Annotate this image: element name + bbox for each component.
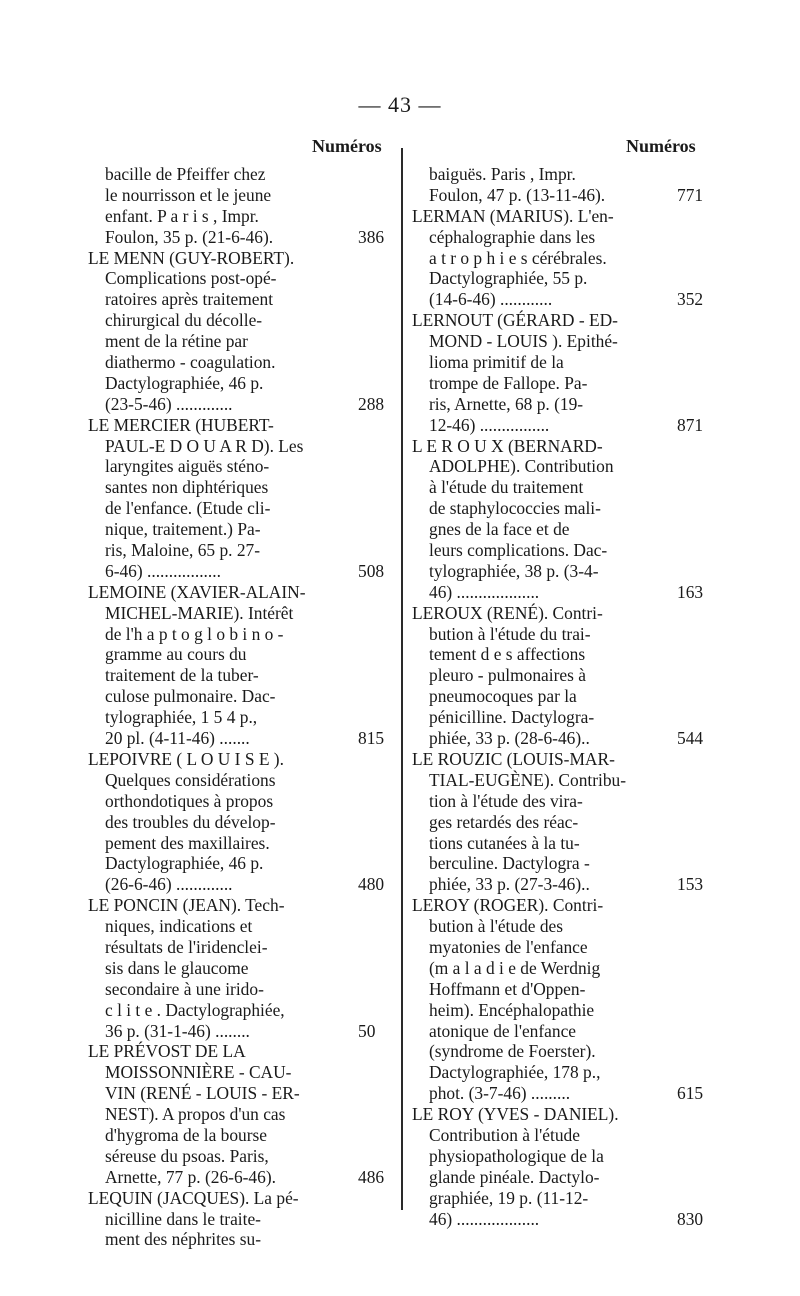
line-text: LEROY (ROGER). Contri-	[412, 895, 604, 916]
column-divider	[401, 148, 403, 1210]
text-line	[412, 644, 660, 665]
text-line	[412, 1062, 660, 1083]
line-text: trompe de Fallope. Pa-	[429, 372, 588, 393]
text-line	[88, 540, 360, 561]
line-text: glande pinéale. Dactylo-	[429, 1166, 600, 1187]
text-line	[88, 456, 360, 477]
text-line	[412, 770, 660, 791]
text-line	[88, 1166, 385, 1188]
text-line	[412, 206, 660, 227]
text-line	[88, 770, 360, 791]
text-line	[412, 184, 704, 206]
line-text: MICHEL-MARIE). Intérêt	[105, 602, 294, 623]
entry-number: 153	[677, 874, 704, 895]
entry-number: 508	[358, 560, 385, 581]
text-line	[88, 916, 360, 937]
line-text: ment des néphrites su-	[105, 1229, 261, 1250]
text-line	[88, 560, 385, 582]
line-text: de l'h a p t o g l o b i n o -	[105, 623, 284, 644]
line-text: ment de la rétine par	[105, 331, 248, 352]
text-line	[88, 1020, 376, 1042]
text-line	[412, 749, 660, 770]
line-text: bution à l'étude des	[429, 916, 564, 937]
entry-number: 386	[358, 226, 385, 247]
text-line	[412, 1021, 660, 1042]
line-text: Dactylographiée, 46 p.	[105, 372, 264, 393]
line-text: bution à l'étude du trai-	[429, 623, 591, 644]
text-line	[88, 436, 360, 457]
text-line	[88, 1146, 360, 1167]
line-text: ris, Maloine, 65 p. 27-	[105, 540, 261, 561]
text-line	[412, 373, 660, 394]
text-line	[412, 394, 660, 415]
line-text: ADOLPHE). Contribution	[429, 456, 614, 477]
text-line	[88, 164, 360, 185]
text-line	[412, 310, 660, 331]
text-line	[412, 624, 660, 645]
line-text: orthondotiques à propos	[105, 790, 274, 811]
line-text: LE MERCIER (HUBERT-	[88, 414, 274, 435]
line-text: phiée, 33 p. (27-3-46)..	[429, 874, 590, 895]
line-text: MOND - LOUIS ). Epithé-	[429, 331, 618, 352]
line-text: de l'enfance. (Etude cli-	[105, 498, 271, 519]
text-line	[412, 916, 660, 937]
entry-number: 480	[358, 874, 385, 895]
line-text: LEQUIN (JACQUES). La pé-	[88, 1187, 299, 1208]
text-line	[412, 791, 660, 812]
text-line	[412, 665, 660, 686]
text-line	[88, 331, 360, 352]
line-text: laryngites aiguës sténo-	[105, 456, 270, 477]
text-line	[88, 707, 360, 728]
line-text: c l i t e . Dactylographiée,	[105, 999, 285, 1020]
left-column-header: Numéros	[312, 136, 382, 156]
text-line	[412, 1208, 704, 1230]
entry-number: 486	[358, 1166, 385, 1187]
line-text: heim). Encéphalopathie	[429, 999, 595, 1020]
text-line	[88, 1041, 360, 1062]
text-line	[88, 665, 360, 686]
text-line	[412, 1188, 660, 1209]
text-line	[412, 1104, 660, 1125]
line-text: santes non diphtériques	[105, 477, 269, 498]
text-line	[88, 185, 360, 206]
line-text: tion à l'étude des vira-	[429, 790, 583, 811]
line-text: pneumocoques par la	[429, 686, 577, 707]
line-text: d'hygroma de la bourse	[105, 1124, 268, 1145]
line-text: 46) ...................	[429, 581, 540, 602]
text-line	[412, 414, 704, 436]
entry-number: 163	[677, 581, 704, 602]
text-line	[88, 1229, 360, 1250]
line-text: LE ROY (YVES - DANIEL).	[412, 1104, 619, 1125]
line-text: gnes de la face et de	[429, 519, 570, 540]
line-text: L E R O U X (BERNARD-	[412, 435, 603, 456]
line-text: pleuro - pulmonaires à	[429, 665, 586, 686]
text-line	[88, 958, 360, 979]
text-line	[88, 644, 360, 665]
text-line	[88, 603, 360, 624]
text-line	[412, 833, 660, 854]
text-line	[412, 979, 660, 1000]
line-text: NEST). A propos d'un cas	[105, 1104, 286, 1125]
text-line	[412, 164, 660, 185]
line-text: Complications post-opé-	[105, 268, 277, 289]
text-line	[88, 624, 360, 645]
line-text: secondaire à une irido-	[105, 978, 264, 999]
entry-number: 771	[677, 184, 704, 205]
text-line	[88, 393, 385, 415]
line-text: MOISSONNIÈRE - CAU-	[105, 1062, 292, 1083]
text-line	[88, 519, 360, 540]
text-line	[412, 477, 660, 498]
text-line	[88, 874, 385, 895]
text-line	[88, 833, 360, 854]
text-line	[412, 958, 660, 979]
text-line	[412, 561, 660, 582]
line-text: nicilline dans le traite-	[105, 1208, 261, 1229]
text-line	[88, 728, 385, 749]
text-line	[412, 937, 660, 958]
line-text: LERMAN (MARIUS). L'en-	[412, 205, 614, 226]
entry-number: 352	[677, 289, 704, 310]
text-line	[412, 436, 660, 457]
line-text: résultats de l'iridenclei-	[105, 936, 268, 957]
right-column-header: Numéros	[626, 136, 696, 156]
line-text: 12-46) ................	[429, 414, 550, 435]
text-line	[412, 686, 660, 707]
text-line	[88, 1083, 360, 1104]
line-text: (syndrome de Foerster).	[429, 1041, 596, 1062]
text-line	[412, 331, 660, 352]
entry-number: 815	[358, 728, 385, 749]
line-text: (23-5-46) .............	[105, 393, 233, 414]
line-text: de staphylococcies mali-	[429, 498, 601, 519]
line-text: tylographiée, 38 p. (3-4-	[429, 560, 599, 581]
text-line	[88, 1209, 360, 1230]
line-text: atonique de l'enfance	[429, 1020, 577, 1041]
line-text: séreuse du psoas. Paris,	[105, 1145, 269, 1166]
line-text: ges retardés des réac-	[429, 811, 579, 832]
text-line	[88, 310, 360, 331]
text-line	[412, 1041, 660, 1062]
line-text: sis dans le glaucome	[105, 957, 249, 978]
line-text: nique, traitement.) Pa-	[105, 519, 261, 540]
line-text: diathermo - coagulation.	[105, 352, 276, 373]
right-column	[412, 164, 704, 1229]
line-text: Quelques considérations	[105, 769, 276, 790]
text-line	[88, 206, 360, 227]
line-text: le nourrisson et le jeune	[105, 184, 272, 205]
line-text: graphiée, 19 p. (11-12-	[429, 1187, 589, 1208]
text-line	[412, 603, 660, 624]
line-text: Dactylographiée, 178 p.,	[429, 1062, 601, 1083]
entry-number: 871	[677, 414, 704, 435]
text-line	[412, 812, 660, 833]
line-text: gramme au cours du	[105, 644, 247, 665]
line-text: chirurgical du décolle-	[105, 310, 263, 331]
line-text: LEROUX (RENÉ). Contri-	[412, 602, 603, 623]
text-line	[412, 540, 660, 561]
entry-number: 50	[358, 1020, 376, 1041]
line-text: Dactylographiée, 46 p.	[105, 853, 264, 874]
line-text: tions cutanées à la tu-	[429, 832, 580, 853]
line-text: céphalographie dans les	[429, 226, 596, 247]
line-text: niques, indications et	[105, 916, 253, 937]
text-line	[412, 1167, 660, 1188]
text-line	[88, 1188, 360, 1209]
line-text: des troubles du dévelop-	[105, 811, 276, 832]
line-text: LEPOIVRE ( L O U I S E ).	[88, 748, 284, 769]
line-text: (26-6-46) .............	[105, 874, 233, 895]
line-text: bacille de Pfeiffer chez	[105, 164, 266, 184]
text-line	[88, 1104, 360, 1125]
line-text: à l'étude du traitement	[429, 477, 584, 498]
text-line	[412, 1125, 660, 1146]
text-line	[88, 749, 360, 770]
text-line	[88, 853, 360, 874]
line-text: baiguës. Paris , Impr.	[429, 164, 576, 184]
line-text: TIAL-EUGÈNE). Contribu-	[429, 769, 627, 790]
text-line	[412, 707, 660, 728]
line-text: enfant. P a r i s , Impr.	[105, 205, 259, 226]
text-line	[412, 1000, 660, 1021]
line-text: pement des maxillaires.	[105, 832, 270, 853]
line-text: myatonies de l'enfance	[429, 936, 588, 957]
line-text: phiée, 33 p. (28-6-46)..	[429, 728, 590, 749]
line-text: VIN (RENÉ - LOUIS - ER-	[105, 1083, 300, 1104]
line-text: Hoffmann et d'Oppen-	[429, 978, 586, 999]
line-text: 20 pl. (4-11-46) .......	[105, 728, 250, 749]
line-text: ratoires après traitement	[105, 289, 274, 310]
line-text: 36 p. (31-1-46) ........	[105, 1020, 250, 1041]
line-text: phot. (3-7-46) .........	[429, 1083, 571, 1104]
text-line	[412, 289, 704, 310]
text-line	[88, 415, 360, 436]
text-line	[88, 477, 360, 498]
entry-number: 615	[677, 1083, 704, 1104]
text-line	[412, 268, 660, 289]
text-line	[412, 874, 704, 895]
text-line	[88, 289, 360, 310]
text-line	[412, 456, 660, 477]
text-line	[88, 498, 360, 519]
line-text: LE PONCIN (JEAN). Tech-	[88, 895, 285, 916]
text-line	[88, 937, 360, 958]
text-line	[88, 1000, 360, 1021]
entry-number: 830	[677, 1208, 704, 1229]
text-line	[412, 853, 660, 874]
line-text: LE MENN (GUY-ROBERT).	[88, 247, 295, 268]
text-line	[412, 248, 660, 269]
line-text: PAUL-E D O U A R D). Les	[105, 435, 304, 456]
text-line	[88, 812, 360, 833]
line-text: LEMOINE (XAVIER-ALAIN-	[88, 581, 306, 602]
text-line	[88, 1062, 360, 1083]
line-text: 6-46) .................	[105, 560, 221, 581]
line-text: LE PRÉVOST DE LA	[88, 1041, 246, 1062]
line-text: Foulon, 35 p. (21-6-46).	[105, 226, 274, 247]
text-line	[412, 519, 660, 540]
text-line	[88, 248, 360, 269]
text-line	[88, 352, 360, 373]
line-text: tylographiée, 1 5 4 p.,	[105, 707, 258, 728]
line-text: Contribution à l'étude	[429, 1124, 580, 1145]
text-line	[412, 352, 660, 373]
entry-number: 544	[677, 728, 704, 749]
line-text: physiopathologique de la	[429, 1145, 604, 1166]
text-line	[88, 979, 360, 1000]
text-line	[88, 1125, 360, 1146]
line-text: culose pulmonaire. Dac-	[105, 686, 276, 707]
text-line	[88, 268, 360, 289]
line-text: ris, Arnette, 68 p. (19-	[429, 393, 584, 414]
line-text: traitement de la tuber-	[105, 665, 259, 686]
text-line	[412, 895, 660, 916]
line-text: leurs complications. Dac-	[429, 540, 608, 561]
line-text: berculine. Dactylogra -	[429, 853, 590, 874]
line-text: a t r o p h i e s cérébrales.	[429, 247, 607, 268]
line-text: lioma primitif de la	[429, 352, 564, 373]
line-text: Foulon, 47 p. (13-11-46).	[429, 184, 606, 205]
text-line	[412, 728, 704, 749]
text-line	[412, 1083, 704, 1104]
text-line	[412, 498, 660, 519]
left-column	[88, 164, 385, 1250]
text-line	[412, 227, 660, 248]
text-line	[412, 1146, 660, 1167]
line-text: 46) ...................	[429, 1208, 540, 1229]
line-text: (m a l a d i e de Werdnig	[429, 957, 601, 978]
line-text: LERNOUT (GÉRARD - ED-	[412, 310, 618, 331]
line-text: tement d e s affections	[429, 644, 586, 665]
line-text: (14-6-46) ............	[429, 289, 553, 310]
page-number: — 43 —	[358, 92, 442, 117]
text-line	[88, 226, 385, 248]
line-text: Arnette, 77 p. (26-6-46).	[105, 1166, 276, 1187]
line-text: Dactylographiée, 55 p.	[429, 268, 588, 289]
text-line	[88, 895, 360, 916]
text-line	[88, 791, 360, 812]
text-line	[412, 581, 704, 603]
text-line	[88, 582, 360, 603]
text-line	[88, 373, 360, 394]
entry-number: 288	[358, 393, 385, 414]
line-text: LE ROUZIC (LOUIS-MAR-	[412, 748, 615, 769]
text-line	[88, 686, 360, 707]
line-text: pénicilline. Dactylogra-	[429, 707, 595, 728]
